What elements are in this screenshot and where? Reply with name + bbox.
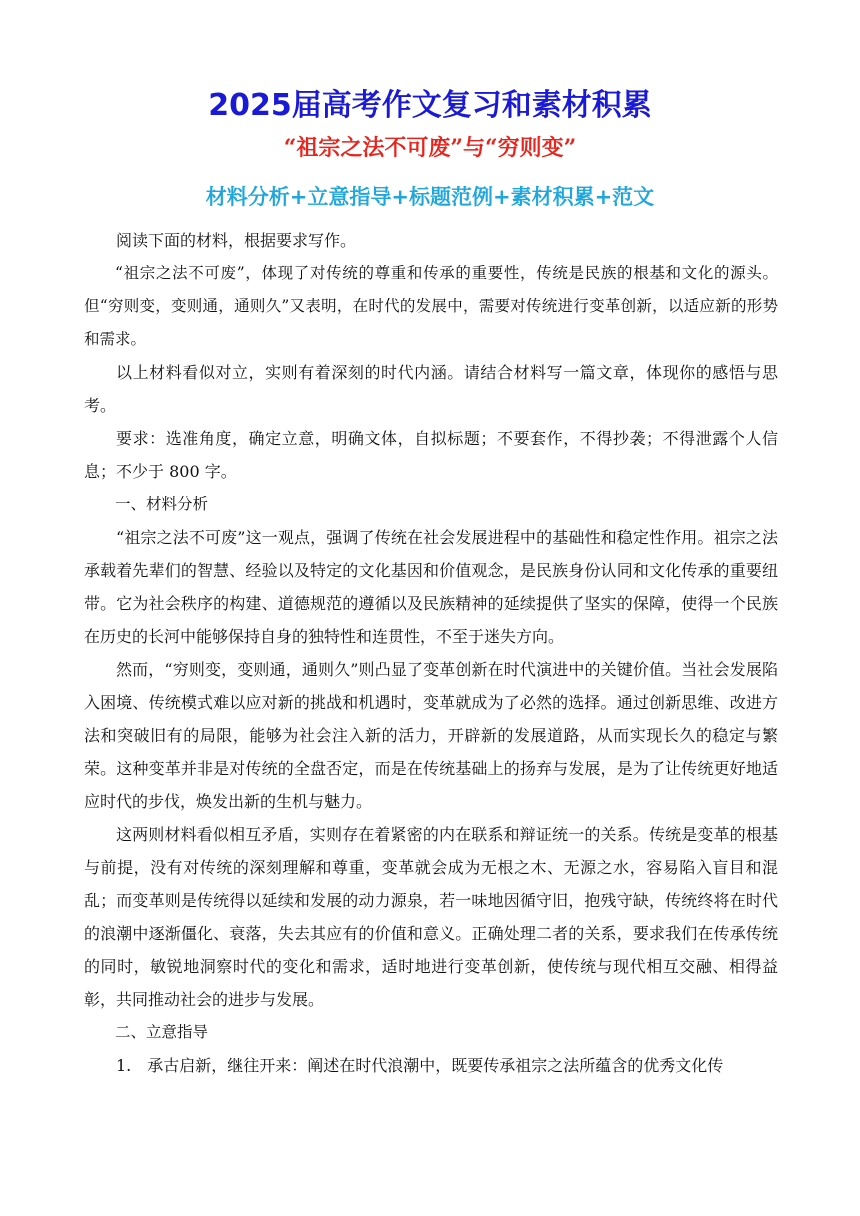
material-quote-paragraph: “祖宗之法不可废”，体现了对传统的尊重和传承的重要性，传统是民族的根基和文化的源头。但“穷则变，变则通，通则久”又表明，在时代的发展中，需要对传统进行变革创新，以适应新的形势和需求。 <box>84 264 778 348</box>
document-title: 2025届高考作文复习和素材积累 <box>208 88 652 123</box>
analysis-paragraph-2: 然而，“穷则变，变则通，通则久”则凸显了变革创新在时代演进中的关键价值。当社会发展陷入困境、传统模式难以应对新的挑战和机遇时，变革就成为了必然的选择。通过创新思维、改进方法和突破旧有的局限，能够为社会注入新的活力，开辟新的发展道路，从而实现长久的稳定与繁荣。这种变革并非是对传统的全盘否定，而是在传统基础上的扬弃与发展，是为了让传统更好地适应时代的步伐，焕发出新的生机与魅力。 <box>84 660 778 811</box>
section-outline-title: 材料分析+立意指导+标题范例+素材积累+范文 <box>205 185 655 209</box>
analysis-paragraph-3: 这两则材料看似相互矛盾，实则存在着紧密的内在联系和辩证统一的关系。传统是变革的根基与前提，没有对传统的深刻理解和尊重，变革就会成为无根之木、无源之水，容易陷入盲目和混乱；而变革则是传统得以延续和发展的动力源泉，若一味地因循守旧，抱残守缺，传统终将在时代的浪潮中逐渐僵化、衰落，失去其应有的价值和意义。正确处理二者的关系，要求我们在传承传统的同时，敏锐地洞察时代的变化和需求，适时地进行变革创新，使传统与现代相互交融、相得益彰，共同推动社会的进步与发展。 <box>84 825 778 1009</box>
section-heading-guidance: 二、立意指导 <box>115 1023 209 1041</box>
analysis-paragraph-1: “祖宗之法不可废”这一观点，强调了传统在社会发展进程中的基础性和稳定性作用。祖宗之法承载着先辈们的智慧、经验以及特定的文化基因和价值观念，是民族身份认同和文化传承的重要纽带。它为社会秩序的构建、道德规范的遵循以及民族精神的延续提供了坚实的保障，使得一个民族在历史的长河中能够保持自身的独特性和连贯性，不至于迷失方向。 <box>84 528 778 646</box>
prompt-paragraph: 以上材料看似对立，实则有着深刻的时代内涵。请结合材料写一篇文章，体现你的感悟与思考。 <box>84 363 778 415</box>
document-subtitle: “祖宗之法不可废”与“穷则变” <box>283 135 577 161</box>
guidance-item-1: 1. 承古启新，继往开来：阐述在时代浪潮中，既要传承祖宗之法所蕴含的优秀文化传 <box>116 1056 724 1075</box>
section-heading-analysis: 一、材料分析 <box>115 495 209 513</box>
document-body <box>84 224 778 1082</box>
instruction-paragraph: 阅读下面的材料，根据要求写作。 <box>116 231 357 250</box>
requirements-paragraph: 要求：选准角度，确定立意，明确文体，自拟标题；不要套作，不得抄袭；不得泄露个人信息；不少于 800 字。 <box>84 429 778 481</box>
